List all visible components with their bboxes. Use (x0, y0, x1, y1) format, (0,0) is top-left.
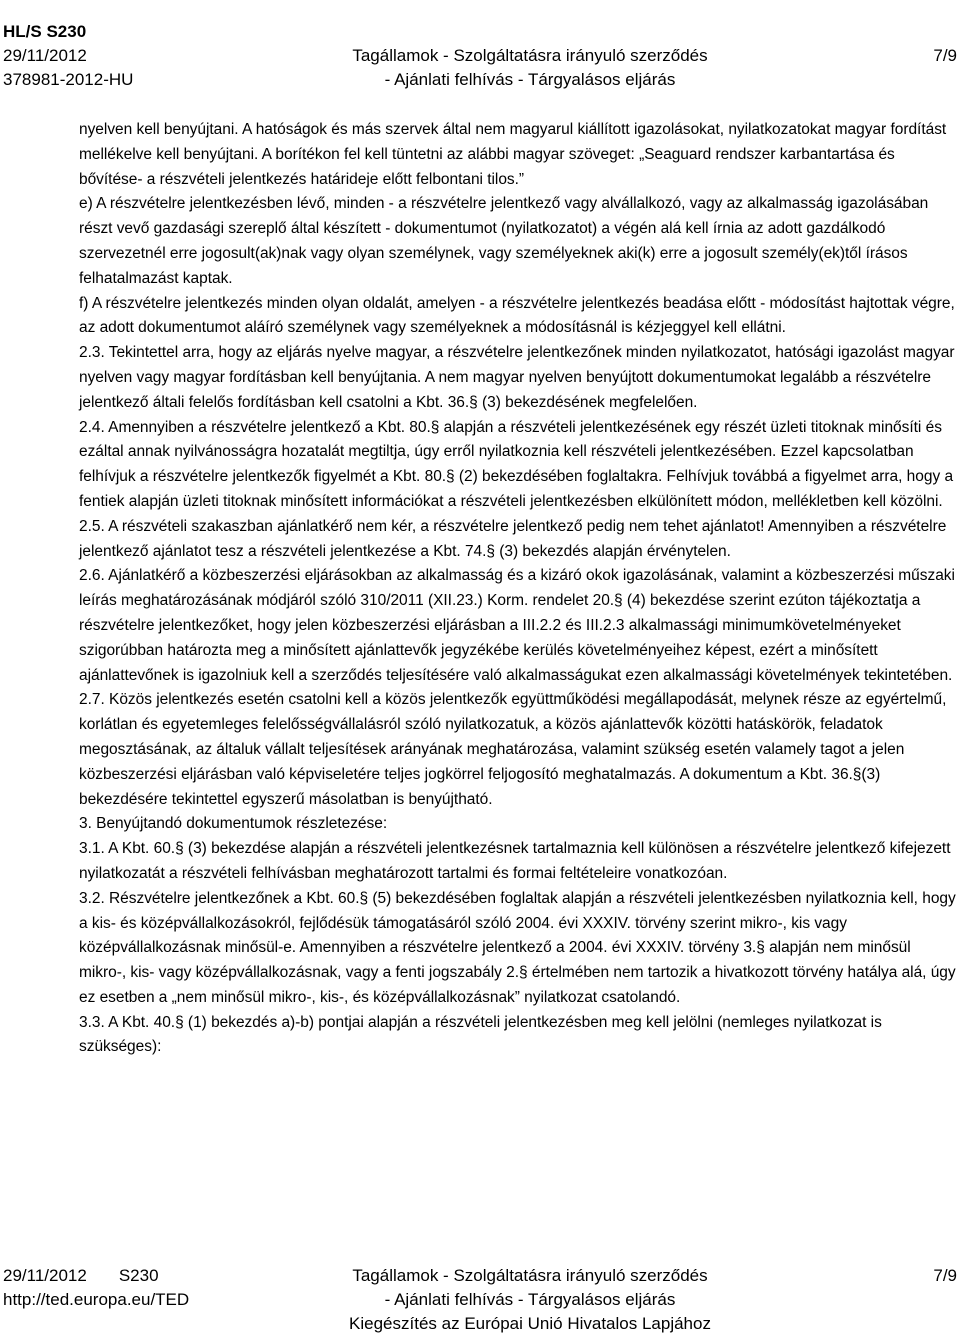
header-date: 29/11/2012 (3, 46, 87, 65)
document-body (79, 118, 959, 1060)
paragraph-3: 3. Benyújtandó dokumentumok részletezése: (79, 815, 388, 833)
footer-date: 29/11/2012 (3, 1266, 87, 1285)
paragraph-2-7: 2.7. Közös jelentkezés esetén csatolni kell a közös jelentkezők együttműködési megállapodását, melynek része az egyértelmű, korlátlan és egyetemleges felelősségvállalásról szóló nyilatkozatuk, a közös ajánlattevők közötti hatáskörök, feladatok megosztásának, az általuk vállalt teljesítések arányának meghatározása, valamint szükség esetén valamely tagot a jelen közbeszerzési eljárásban való képviseletére teljes jogkörrel feljogosító meghatalmazás. A dokumentum a Kbt. 36.§(3) bekezdésére tekintettel egyszerű másolatban is benyújtható. (79, 691, 947, 808)
footer-code: S230 (118, 1266, 159, 1285)
footer-title-line3: Kiegészítés az Európai Unió Hivatalos Lapjához (349, 1314, 711, 1333)
paragraph-language: nyelven kell benyújtani. A hatóságok és más szervek által nem magyarul kiállított igazolásokat, nyilatkozatokat magyar fordítást mellékelve kell benyújtani. A borítékon fel kell tüntetni az alábbi magyar szöveget: „Seaguard rendszer karbantartása és bővítése- a részvételi jelentkezés határideje előtt felbontani tilos.” (79, 121, 947, 188)
footer-title-line2: - Ajánlati felhívás - Tárgyalásos eljárás (384, 1290, 676, 1309)
header-doc-ref: HL/S S230 (3, 22, 87, 41)
paragraph-3-3: 3.3. A Kbt. 40.§ (1) bekezdés a)-b) pontjai alapján a részvételi jelentkezésben meg kell jelölni (nemleges nyilatkozat is szükséges): (79, 1013, 882, 1056)
paragraph-3-2: 3.2. Részvételre jelentkezőnek a Kbt. 60.§ (5) bekezdésében foglaltak alapján a részvételi jelentkezésben nyilatkoznia kell, hogy a kis- és középvállalkozásokról, fejlődésük támogatásáról szóló 2004. évi XXXIV. törvény szerint mikro-, kis vagy középvállalkozásnak minősül-e. Amennyiben a részvételre jelentkező a 2004. évi XXXIV. törvény 3.§ alapján nem minősül mikro-, kis- vagy középvállalkozásnak, vagy a fenti jogszabály 2.§ értelmében nem tartozik a hivatkozott törvény hatálya alá, úgy ez esetben a „nem minősül mikro-, kis-, és középvállalkozásnak” nyilatkozat csatolandó. (79, 889, 956, 1006)
paragraph-2-6: 2.6. Ajánlatkérő a közbeszerzési eljárásokban az alkalmasság és a kizáró okok igazolásának, valamint a közbeszerzési műszaki leírás meghatározásának módjáról szóló 310/2011 (XII.23.) Korm. rendelet 20.§ (4) bekezdése szerint ezúton tájékoztatja a részvételre jelentkezőket, hogy jelen közbeszerzési eljárásban a III.2.2 és III.2.3 alkalmassági minimumkövetelményeket szigorúbban határozta meg a minősített ajánlattevők jegyzékébe kerülés követelményeihez képest, ezért a minősített ajánlattevőnek is igazolniuk kell a szerződés teljesítésére való alkalmasságukat ezen alkalmassági követelmények tekintetében. (79, 567, 955, 684)
paragraph-2-5: 2.5. A részvételi szakaszban ajánlatkérő nem kér, a részvételre jelentkező pedig nem tehet ajánlatot! Amennyiben a részvételre jelentkező ajánlatot tesz a részvételi jelentkezése a Kbt. 74.§ (3) bekezdés alapján érvénytelen. (79, 517, 947, 560)
header-notice-number: 378981-2012-HU (3, 70, 134, 89)
paragraph-2-3: 2.3. Tekintettel arra, hogy az eljárás nyelve magyar, a részvételre jelentkezőnek minden nyilatkozatot, hatósági igazolást magyar nyelven vagy magyar fordításban kell benyújtania. A nem magyar nyelven benyújtott dokumentumokat legalább a részvételre jelentkező általi felelős fordításban kell csatolni a Kbt. 36.§ (3) bekezdésének megfelelően. (79, 344, 955, 411)
footer-left (3, 1264, 189, 1312)
header-title-line1: Tagállamok - Szolgáltatásra irányuló szerződés (352, 46, 708, 65)
paragraph-f: f) A részvételre jelentkezés minden olyan oldalát, amelyen - a részvételre jelentkezés beadása előtt - módosítást hajtottak végre, az adott dokumentumot aláíró személynek vagy személyeknek a módosításnál is kézjeggyel kell ellátni. (79, 294, 955, 337)
header-left (3, 20, 133, 92)
header-page-number (933, 20, 957, 68)
footer-url[interactable]: http://ted.europa.eu/TED (3, 1290, 190, 1309)
paragraph-2-4: 2.4. Amennyiben a részvételre jelentkező a Kbt. 80.§ alapján a részvételi jelentkezésének egy részét üzleti titoknak minősíti és ezáltal annak nyilvánosságra hozatalát megtiltja, úgy erről nyilatkoznia kell részvételi jelentkezésében. Ezzel kapcsolatban felhívjuk a részvételre jelentkezők figyelmét a Kbt. 80.§ (2) bekezdésében foglaltakra. Felhívjuk továbbá a figyelmet arra, hogy a fentiek alapján üzleti titoknak minősített információkat a részvételi jelentkezésben elkülönített módon, mellékletben kell közölni. (79, 418, 954, 510)
header-title (300, 20, 760, 92)
footer-title (300, 1264, 760, 1336)
paragraph-3-1: 3.1. A Kbt. 60.§ (3) bekezdése alapján a részvételi jelentkezésnek tartalmaznia kell különösen a részvételre jelentkező kifejezett nyilatkozatát a részvételi felhívásban meghatározott tartalmi és formai feltételeire vonatkozóan. (79, 840, 951, 882)
paragraph-e: e) A részvételre jelentkezésben lévő, minden - a részvételre jelentkező vagy alvállalkozó, vagy az alkalmasság igazolásában részt vevő gazdasági szereplő által készített - dokumentumot (nyilatkozatot) a végén alá kell írnia az adott gazdálkodó szervezetnél erre jogosult(ak)nak vagy olyan személynek, vagy személyeknek aki(k) erre a jogosult személy(ek)től írásos felhatalmazást kaptak. (79, 195, 929, 287)
header-page-label: 7/9 (933, 46, 957, 65)
footer-title-line1: Tagállamok - Szolgáltatásra irányuló szerződés (352, 1266, 708, 1285)
header-title-line2: - Ajánlati felhívás - Tárgyalásos eljárás (384, 70, 676, 89)
footer-page-number: 7/9 (933, 1266, 957, 1285)
